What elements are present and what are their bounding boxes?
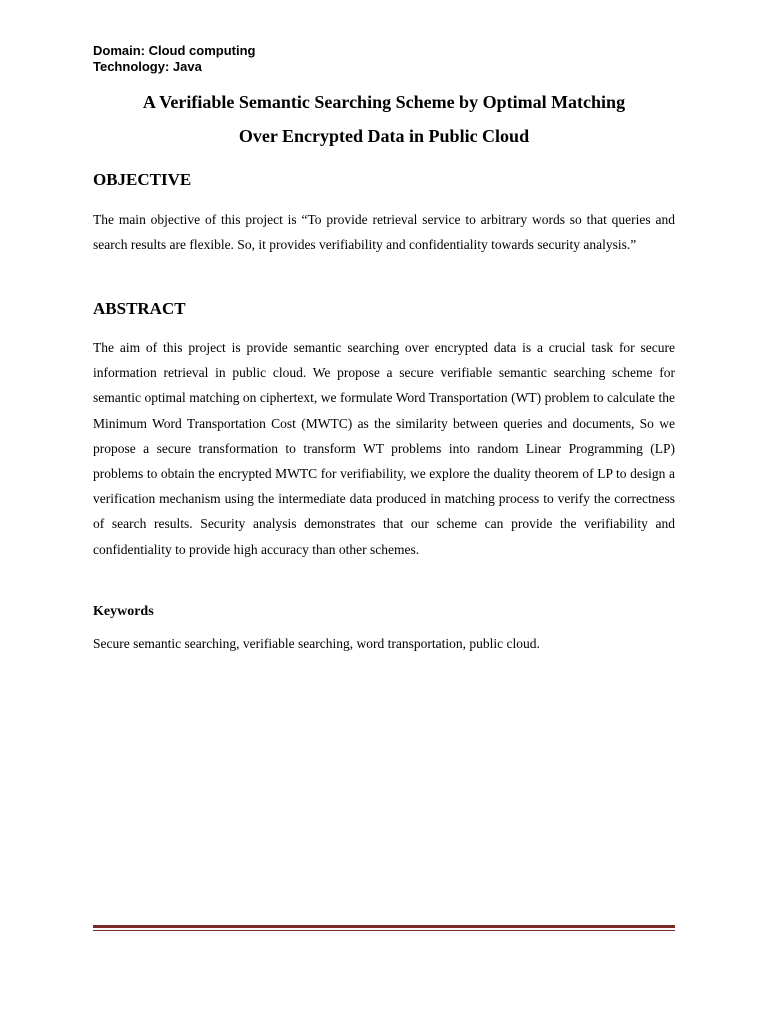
domain-line: Domain: Cloud computing: [93, 43, 256, 58]
objective-paragraph: The main objective of this project is “To provide retrieval service to arbitrary words so that queries and search results are flexible. So, it provides verifiability and confidentiality towards security analysis.”: [93, 212, 675, 252]
document-title-line-1: A Verifiable Semantic Searching Scheme by Optimal Matching: [142, 92, 626, 112]
objective-heading: OBJECTIVE: [93, 170, 192, 189]
footer-rule-thin: [93, 930, 675, 931]
technology-line: Technology: Java: [93, 59, 202, 74]
keywords-heading: Keywords: [93, 604, 154, 619]
project-meta: [93, 43, 255, 75]
abstract-heading: ABSTRACT: [93, 299, 186, 318]
keywords-text: Secure semantic searching, verifiable searching, word transportation, public cloud.: [93, 636, 540, 651]
abstract-paragraph: The aim of this project is provide semantic searching over encrypted data is a crucial task for secure information retrieval in public cloud. We propose a secure verifiable semantic searching scheme for semantic optimal matching on ciphertext, we formulate Word Transportation (WT) problem to calculate the Minimum Word Transportation Cost (MWTC) as the similarity between queries and documents, So we propose a secure transformation to transform WT problems into random Linear Programming (LP) problems to obtain the encrypted MWTC for verifiability, we explore the duality theorem of LP to design a verification mechanism using the intermediate data produced in matching process to verify the correctness of search results. Security analysis demonstrates that our scheme can provide the verifiability and confidentiality to provide high accuracy than other schemes.: [93, 340, 675, 557]
document-title-line-2: Over Encrypted Data in Public Cloud: [238, 126, 530, 146]
footer-rule-thick: [93, 925, 675, 928]
